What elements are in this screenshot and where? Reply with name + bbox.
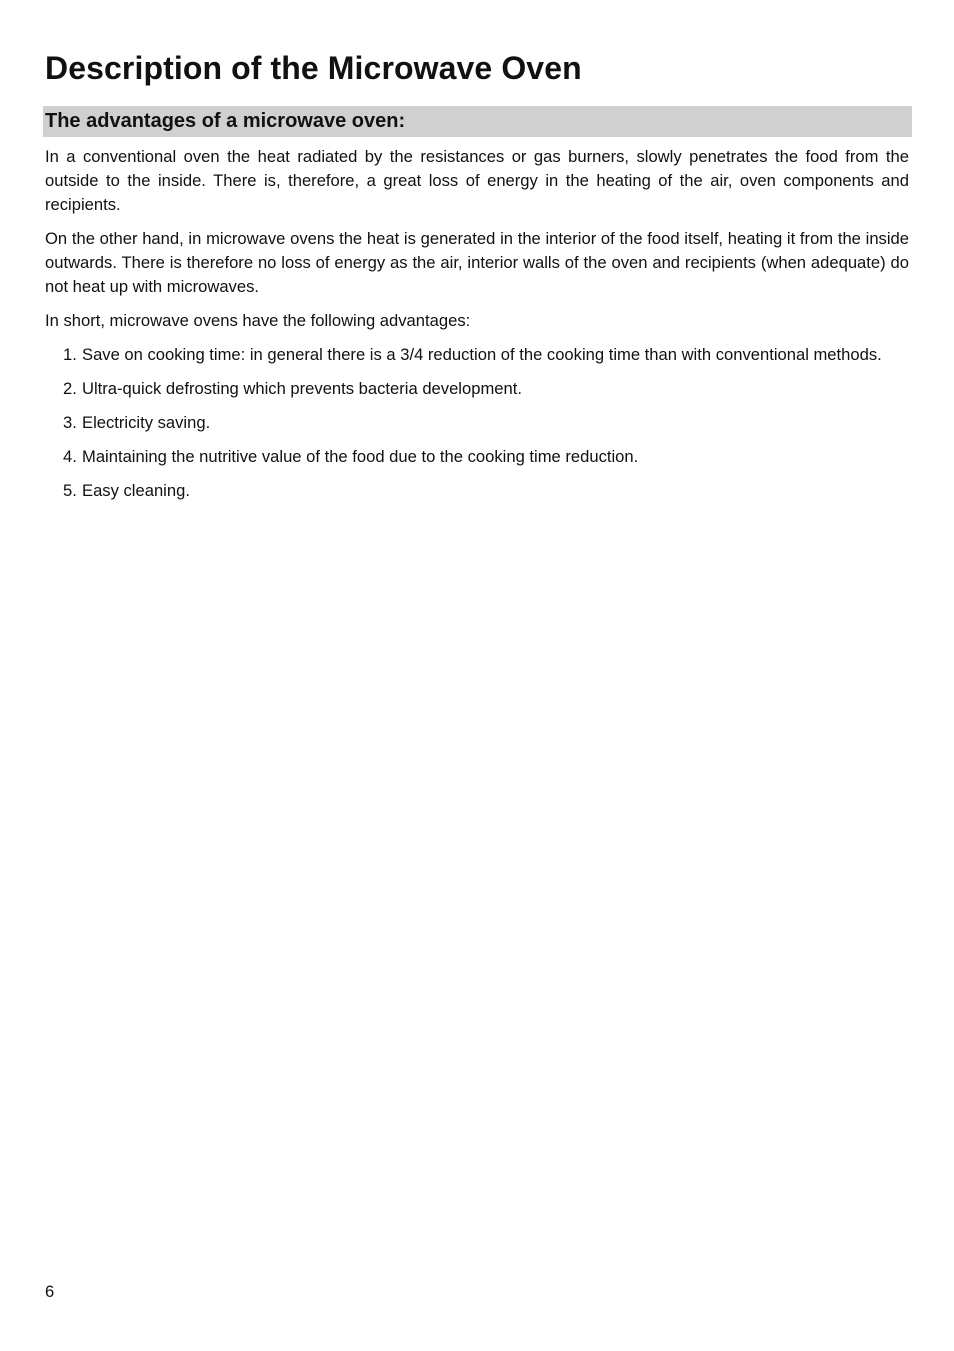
list-item xyxy=(45,377,909,401)
list-item-number: 4. xyxy=(63,447,77,466)
list-item-number: 2. xyxy=(63,379,77,398)
page-title: Description of the Microwave Oven xyxy=(45,50,582,86)
list-item xyxy=(45,479,909,503)
paragraph-conventional-oven: In a conventional oven the heat radiated by the resistances or gas burners, slowly penetrates the food from the outside to the inside. There is, therefore, a great loss of energy in the heating of the air, oven components and recipients. xyxy=(45,147,909,214)
paragraph-advantages-intro: In short, microwave ovens have the following advantages: xyxy=(45,311,471,330)
body-content xyxy=(45,145,909,513)
paragraph-microwave-oven: On the other hand, in microwave ovens the heat is generated in the interior of the food itself, heating it from the inside outwards. There is therefore no loss of energy as the air, interior walls of the oven and recipients (when adequate) do not heat up with microwaves. xyxy=(45,229,909,296)
advantages-list xyxy=(45,343,909,503)
list-item-text: Easy cleaning. xyxy=(82,481,190,500)
list-item xyxy=(45,445,909,469)
list-item-number: 5. xyxy=(63,481,77,500)
section-heading-bar xyxy=(43,106,912,137)
list-item xyxy=(45,411,909,435)
list-item-text: Save on cooking time: in general there is a 3/4 reduction of the cooking time than with conventional methods. xyxy=(82,345,882,364)
list-item-text: Maintaining the nutritive value of the food due to the cooking time reduction. xyxy=(82,447,639,466)
section-heading: The advantages of a microwave oven: xyxy=(45,110,406,132)
list-item-text: Ultra-quick defrosting which prevents bacteria development. xyxy=(82,379,522,398)
list-item-text: Electricity saving. xyxy=(82,413,211,432)
list-item-number: 3. xyxy=(63,413,77,432)
page-number: 6 xyxy=(45,1282,55,1301)
list-item xyxy=(45,343,909,367)
list-item-number: 1. xyxy=(63,345,77,364)
